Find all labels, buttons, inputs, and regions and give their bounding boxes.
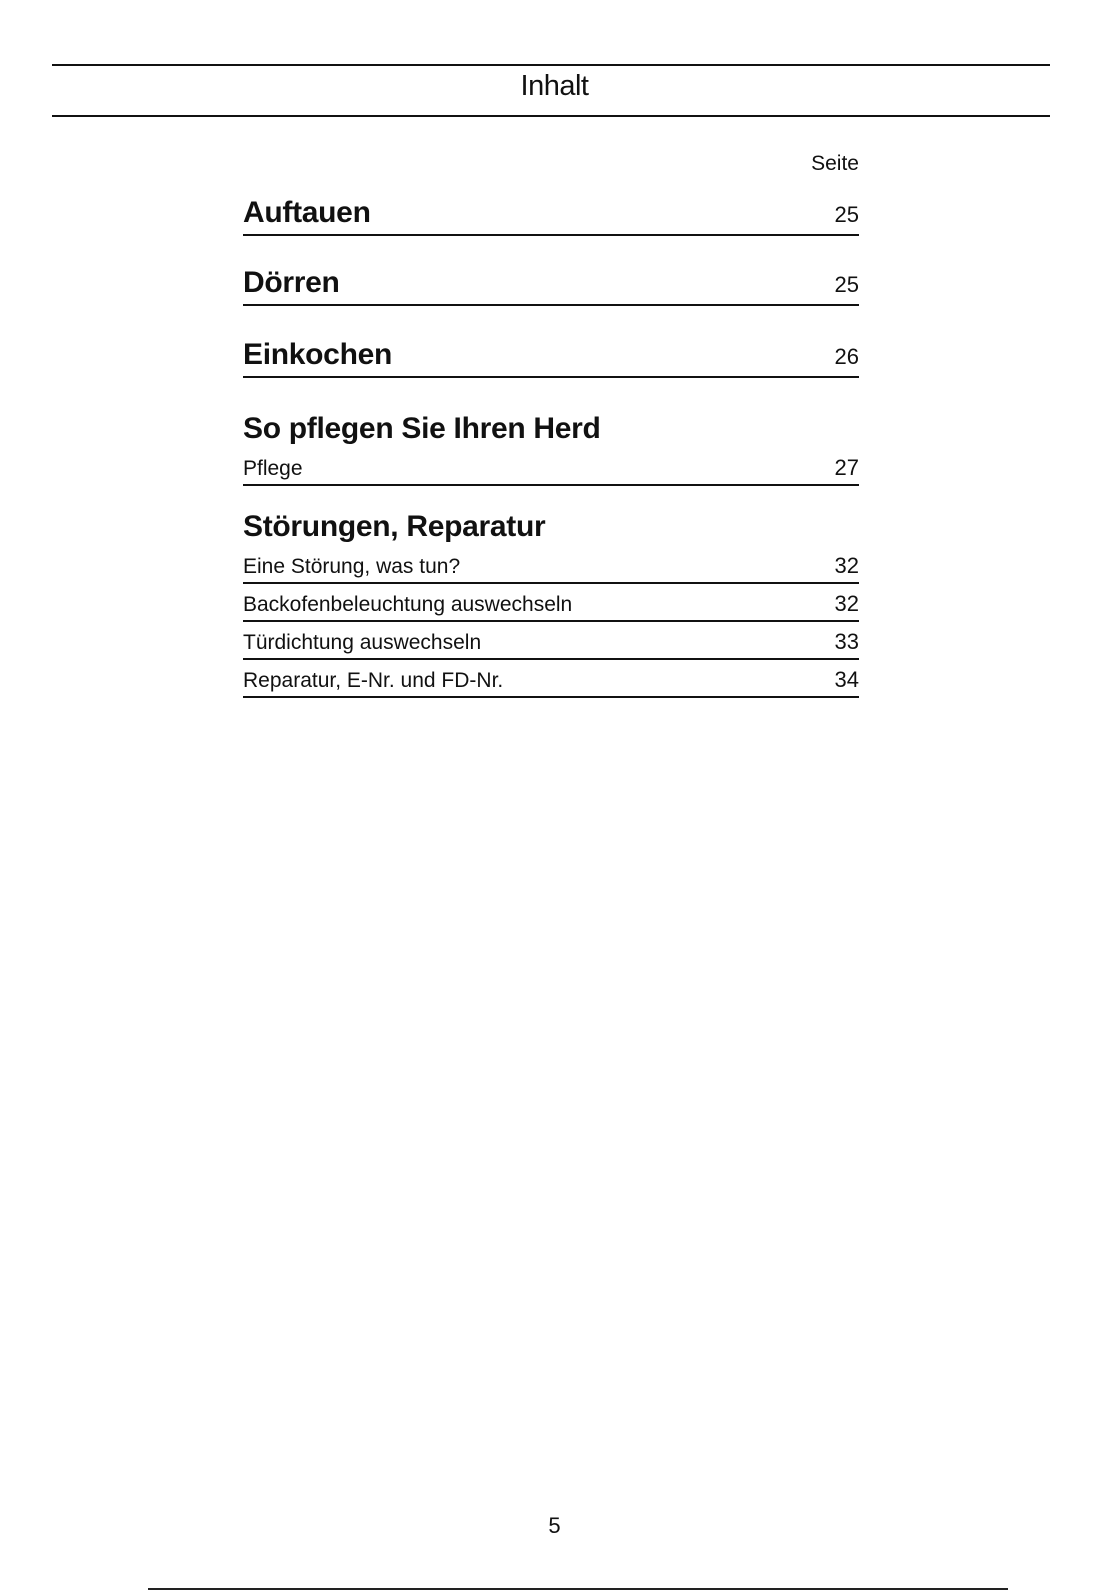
- toc-entry-title: Einkochen: [243, 338, 392, 371]
- toc-entry-page: 25: [834, 272, 859, 297]
- header-rule-top: [52, 64, 1050, 66]
- toc-entry-einkochen[interactable]: [243, 334, 859, 378]
- toc-item-tuerdichtung[interactable]: [243, 626, 859, 660]
- toc-entry-page: 25: [834, 202, 859, 227]
- toc-item-title: Pflege: [243, 457, 303, 480]
- toc-item-title: Backofenbeleuchtung auswechseln: [243, 593, 573, 616]
- toc-entry-title: Auftauen: [243, 196, 371, 229]
- toc-item-page: 32: [834, 591, 859, 616]
- toc-item-title: Reparatur, E-Nr. und FD-Nr.: [243, 669, 504, 692]
- header-rule-bottom: [52, 115, 1050, 117]
- toc-entry-auftauen[interactable]: [243, 192, 859, 236]
- toc-entry-doerren[interactable]: [243, 262, 859, 306]
- toc-item-page: 33: [834, 629, 859, 654]
- section-heading-stoerungen: Störungen, Reparatur: [243, 510, 546, 543]
- page-number: 5: [548, 1513, 561, 1538]
- page-title: Inhalt: [520, 70, 589, 102]
- toc-item-page: 34: [834, 667, 859, 692]
- toc-item-pflege[interactable]: [243, 452, 859, 486]
- page-column-label: Seite: [811, 152, 859, 175]
- toc-entry-page: 26: [834, 344, 859, 369]
- toc-item-page: 32: [834, 553, 859, 578]
- toc-item-stoerung[interactable]: [243, 550, 859, 584]
- toc-item-title: Eine Störung, was tun?: [243, 555, 461, 578]
- toc-item-title: Türdichtung auswechseln: [243, 631, 482, 654]
- toc-item-reparatur[interactable]: [243, 664, 859, 698]
- toc-item-page: 27: [834, 455, 859, 480]
- footer-rule: [148, 1588, 1008, 1590]
- section-heading-pflege: So pflegen Sie Ihren Herd: [243, 412, 601, 445]
- toc-entry-title: Dörren: [243, 266, 340, 299]
- toc-item-backofenbeleuchtung[interactable]: [243, 588, 859, 622]
